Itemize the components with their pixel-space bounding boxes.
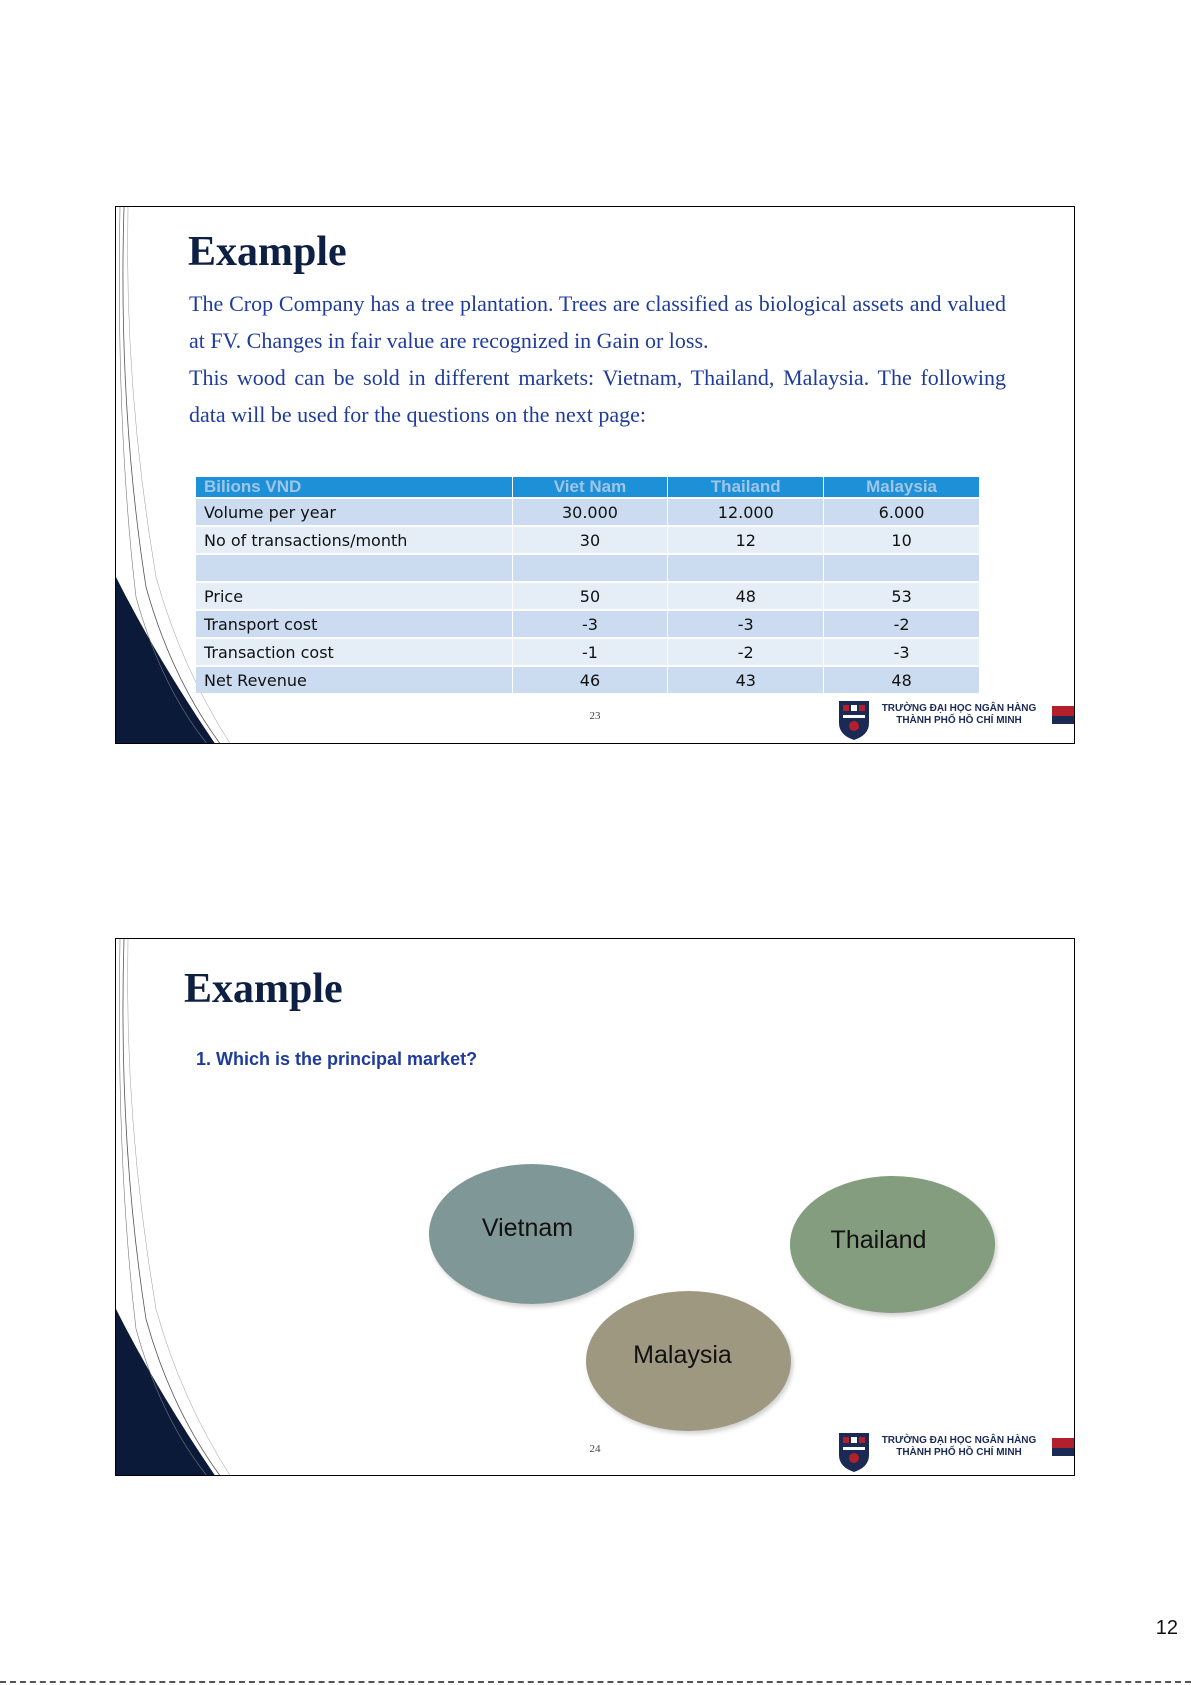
slide-corner-decoration xyxy=(116,939,236,1476)
market-bubble-vietnam xyxy=(429,1164,634,1304)
cell-vietnam: 30 xyxy=(513,527,668,553)
cell-malaysia: 10 xyxy=(824,527,979,553)
cell-malaysia: 53 xyxy=(824,583,979,609)
logo-color-bar xyxy=(1052,1438,1074,1456)
cell-malaysia: -3 xyxy=(824,639,979,665)
market-bubble-thailand xyxy=(790,1176,995,1313)
university-name-line1: TRƯỜNG ĐẠI HỌC NGÂN HÀNG xyxy=(881,1435,1037,1446)
row-label: Volume per year xyxy=(196,499,512,525)
cell-vietnam: 30.000 xyxy=(513,499,668,525)
header-thailand: Thailand xyxy=(668,477,823,497)
cell-thailand: -3 xyxy=(668,611,823,637)
slide-24 xyxy=(115,938,1075,1476)
cell-thailand: 12 xyxy=(668,527,823,553)
cell-vietnam xyxy=(513,555,668,581)
slide-body-text xyxy=(189,285,1006,433)
table-row xyxy=(196,667,979,693)
document-page-number: 12 xyxy=(1155,1617,1178,1639)
cell-vietnam: 50 xyxy=(513,583,668,609)
university-name-line2: THÀNH PHỐ HỒ CHÍ MINH xyxy=(896,715,1022,726)
university-logo xyxy=(834,1429,1074,1475)
row-label: Transport cost xyxy=(196,611,512,637)
table-row xyxy=(196,583,979,609)
table-row xyxy=(196,527,979,553)
hub-shield-icon xyxy=(837,1431,871,1473)
university-name-line2: THÀNH PHỐ HỒ CHÍ MINH xyxy=(896,1447,1022,1458)
market-bubble-malaysia xyxy=(586,1291,791,1431)
markets-paragraph: This wood can be sold in different markets: Vietnam, Thailand, Malaysia. The following data will be used for the questions on the next page: xyxy=(189,365,1006,427)
slide-title: Example xyxy=(184,966,343,1012)
row-label: Price xyxy=(196,583,512,609)
university-name xyxy=(874,1435,1044,1459)
university-name xyxy=(874,703,1044,727)
row-label xyxy=(196,555,512,581)
cell-malaysia: -2 xyxy=(824,611,979,637)
table-row xyxy=(196,639,979,665)
cell-vietnam: -1 xyxy=(513,639,668,665)
bubble-label: Vietnam xyxy=(481,1213,574,1242)
header-vietnam: Viet Nam xyxy=(513,477,668,497)
slide-title: Example xyxy=(188,229,347,275)
cell-vietnam: 46 xyxy=(513,667,668,693)
cell-thailand: -2 xyxy=(668,639,823,665)
header-unit: Bilions VND xyxy=(196,477,512,497)
slide-23 xyxy=(115,206,1075,744)
cell-thailand: 48 xyxy=(668,583,823,609)
cell-malaysia: 48 xyxy=(824,667,979,693)
logo-color-bar xyxy=(1052,706,1074,724)
university-logo xyxy=(834,697,1074,743)
university-name-line1: TRƯỜNG ĐẠI HỌC NGÂN HÀNG xyxy=(881,703,1037,714)
cell-thailand: 43 xyxy=(668,667,823,693)
slide-page-number: 23 xyxy=(589,710,601,722)
slide-page-number: 24 xyxy=(589,1443,601,1455)
bubble-label: Thailand xyxy=(830,1226,927,1254)
row-label: Transaction cost xyxy=(196,639,512,665)
cell-vietnam: -3 xyxy=(513,611,668,637)
row-label: Net Revenue xyxy=(196,667,512,693)
table-row xyxy=(196,611,979,637)
table-row-empty xyxy=(196,555,979,581)
cell-thailand: 12.000 xyxy=(668,499,823,525)
row-label: No of transactions/month xyxy=(196,527,512,553)
intro-paragraph: The Crop Company has a tree plantation. Trees are classified as biological assets and valued at FV. Changes in fair value are recognized in Gain or loss. xyxy=(189,291,1006,353)
hub-shield-icon xyxy=(837,699,871,741)
question-text: 1. Which is the principal market? xyxy=(196,1049,478,1069)
table-row xyxy=(196,499,979,525)
table-header-row xyxy=(196,477,979,497)
market-data-table xyxy=(195,475,980,695)
cell-thailand xyxy=(668,555,823,581)
bubble-label: Malaysia xyxy=(633,1340,732,1369)
cell-malaysia: 6.000 xyxy=(824,499,979,525)
page-bottom-rule xyxy=(0,1681,1191,1683)
header-malaysia: Malaysia xyxy=(824,477,979,497)
cell-malaysia xyxy=(824,555,979,581)
